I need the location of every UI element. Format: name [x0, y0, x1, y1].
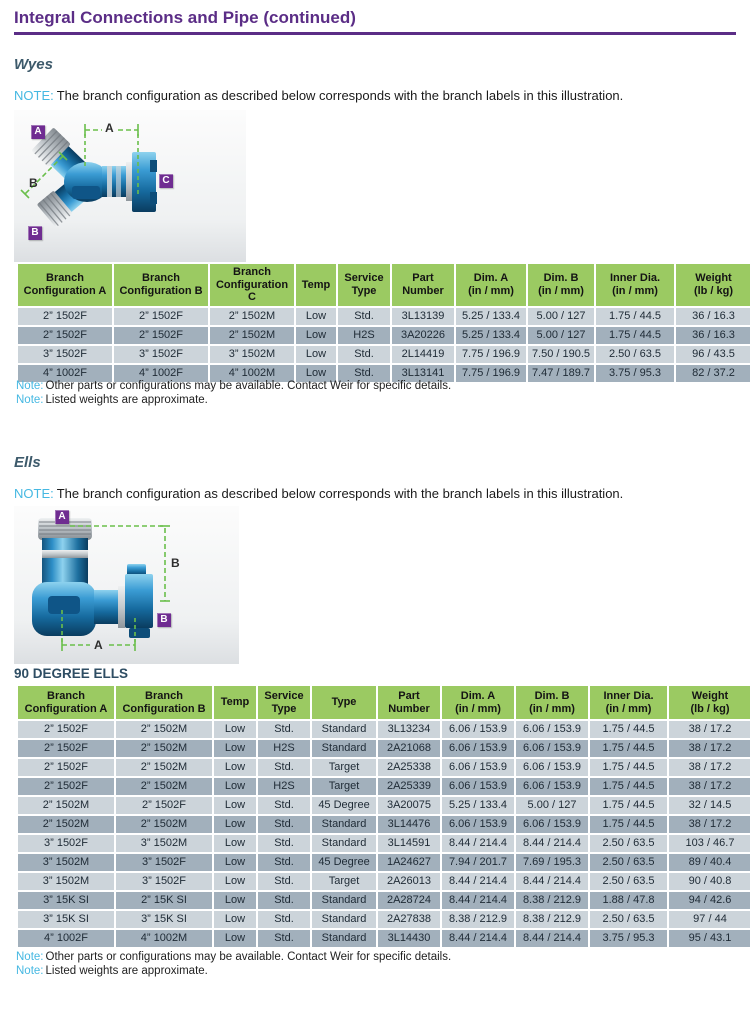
table-cell: 2” 1502M [116, 759, 212, 776]
table-row [18, 854, 750, 871]
table-cell: H2S [258, 778, 310, 795]
table-cell: Standard [312, 740, 376, 757]
table-cell: 82 / 37.2 [676, 365, 750, 382]
table-cell: 3” 15K SI [18, 892, 114, 909]
table-cell: 5.00 / 127 [528, 308, 594, 325]
table-cell: 3” 15K SI [18, 911, 114, 928]
table-cell: 1.75 / 44.5 [590, 759, 667, 776]
table-cell: Low [214, 778, 256, 795]
table-cell: 90 / 40.8 [669, 873, 750, 890]
table-cell: 4” 1002M [210, 365, 294, 382]
ells-note [14, 486, 623, 501]
table-cell: 1A24627 [378, 854, 440, 871]
table-cell: 7.47 / 189.7 [528, 365, 594, 382]
note-text: The branch configuration as described below corresponds with the branch labels in this illustration. [56, 486, 624, 501]
table-cell: Std. [258, 892, 310, 909]
table-cell: 3” 1502F [116, 854, 212, 871]
footnote-label: Note: [16, 394, 44, 406]
table-cell: 8.44 / 214.4 [516, 835, 588, 852]
column-header: Dim. B (in / mm) [516, 686, 588, 719]
table-row [18, 308, 750, 325]
table-cell: 2” 1502F [116, 797, 212, 814]
table-cell: 95 / 43.1 [669, 930, 750, 947]
table-cell: Target [312, 873, 376, 890]
column-header: Branch Configuration A [18, 264, 112, 306]
ells-illustration [14, 506, 239, 664]
table-cell: Low [214, 873, 256, 890]
table-cell: 45 Degree [312, 854, 376, 871]
table-cell: H2S [338, 327, 390, 344]
table-cell: 6.06 / 153.9 [516, 740, 588, 757]
table-row [18, 892, 750, 909]
table-cell: 3.75 / 95.3 [590, 930, 667, 947]
table-row [18, 873, 750, 890]
table-cell: Low [296, 365, 336, 382]
table-cell: 8.44 / 214.4 [442, 892, 514, 909]
table-cell: 8.44 / 214.4 [516, 873, 588, 890]
table-cell: 2” 1502M [18, 816, 114, 833]
table-cell: Low [214, 892, 256, 909]
ells-subheading: 90 DEGREE ELLS [14, 666, 129, 681]
column-header: Branch Configuration B [116, 686, 212, 719]
table-cell: Standard [312, 930, 376, 947]
table-row [18, 911, 750, 928]
table-cell: 96 / 43.5 [676, 346, 750, 363]
column-header: Temp [296, 264, 336, 306]
table-cell: 3A20075 [378, 797, 440, 814]
table-cell: 2.50 / 63.5 [590, 911, 667, 928]
dim-label-a: A [105, 121, 114, 135]
table-cell: Low [214, 930, 256, 947]
column-header: Dim. A (in / mm) [442, 686, 514, 719]
table-cell: 2A25338 [378, 759, 440, 776]
wyes-note [14, 88, 623, 103]
column-header: Service Type [338, 264, 390, 306]
table-cell: 8.44 / 214.4 [516, 930, 588, 947]
table-cell: 3A20226 [392, 327, 454, 344]
table-cell: 7.75 / 196.9 [456, 365, 526, 382]
table-row [18, 835, 750, 852]
wyes-heading: Wyes [14, 56, 53, 73]
table-cell: Target [312, 778, 376, 795]
footnote-label: Note: [16, 951, 44, 963]
table-cell: 7.75 / 196.9 [456, 346, 526, 363]
table-cell: 4” 1002F [18, 365, 112, 382]
table-cell: Low [214, 911, 256, 928]
table-cell: 38 / 17.2 [669, 721, 750, 738]
table-cell: 3” 15K SI [116, 911, 212, 928]
table-cell: 2” 1502M [18, 797, 114, 814]
column-header: Inner Dia. (in / mm) [590, 686, 667, 719]
branch-label-a: A [55, 510, 69, 524]
table-cell: 45 Degree [312, 797, 376, 814]
ell-fitting-drawing [14, 506, 239, 664]
footnote-text: Listed weights are approximate. [45, 965, 208, 977]
table-cell: 2” 1502M [210, 308, 294, 325]
table-cell: Low [214, 854, 256, 871]
table-cell: 2A25339 [378, 778, 440, 795]
table-cell: 2” 1502F [18, 327, 112, 344]
footnote-text: Listed weights are approximate. [45, 394, 208, 406]
dim-label-a: A [94, 638, 103, 652]
table-cell: 2” 1502F [114, 327, 208, 344]
table-cell: 6.06 / 153.9 [442, 740, 514, 757]
table-cell: Std. [338, 308, 390, 325]
header-row [18, 264, 750, 306]
table-cell: 2A28724 [378, 892, 440, 909]
table-cell: Std. [258, 873, 310, 890]
dim-label-b: B [29, 176, 38, 190]
table-cell: 2.50 / 63.5 [596, 346, 674, 363]
table-cell: 2” 1502M [116, 816, 212, 833]
table-cell: Low [296, 327, 336, 344]
table-cell: 2L14419 [392, 346, 454, 363]
table-cell: Low [214, 721, 256, 738]
table-cell: 6.06 / 153.9 [516, 816, 588, 833]
ells-heading: Ells [14, 454, 41, 471]
column-header: Branch Configuration B [114, 264, 208, 306]
table-cell: 3L13141 [392, 365, 454, 382]
note-label: NOTE: [14, 88, 54, 103]
wyes-table [16, 262, 750, 384]
table-row [18, 797, 750, 814]
branch-label-b: B [28, 226, 42, 240]
table-cell: 2.50 / 63.5 [590, 873, 667, 890]
column-header: Dim. A (in / mm) [456, 264, 526, 306]
table-cell: Low [296, 308, 336, 325]
table-cell: Standard [312, 835, 376, 852]
table-cell: 3L14476 [378, 816, 440, 833]
table-row [18, 346, 750, 363]
table-cell: 2” 1502F [114, 308, 208, 325]
table-cell: 3” 1502M [116, 835, 212, 852]
table-cell: Standard [312, 911, 376, 928]
table-cell: Std. [258, 835, 310, 852]
table-row [18, 816, 750, 833]
table-cell: 3” 1502F [116, 873, 212, 890]
table-cell: 2” 1502F [18, 759, 114, 776]
table-cell: 1.75 / 44.5 [596, 327, 674, 344]
table-cell: 1.75 / 44.5 [590, 816, 667, 833]
footnote [16, 950, 451, 964]
table-cell: 2” 1502F [18, 778, 114, 795]
table-cell: Std. [258, 854, 310, 871]
table-cell: Std. [258, 816, 310, 833]
table-cell: 2” 1502M [116, 721, 212, 738]
table-cell: 36 / 16.3 [676, 308, 750, 325]
table-cell: 2” 1502F [18, 308, 112, 325]
header-row [18, 686, 750, 719]
column-header: Part Number [392, 264, 454, 306]
table-cell: 38 / 17.2 [669, 816, 750, 833]
table-row [18, 778, 750, 795]
branch-label-c: C [159, 174, 173, 188]
table-cell: 38 / 17.2 [669, 759, 750, 776]
table-cell: Low [214, 759, 256, 776]
table-cell: 8.44 / 214.4 [442, 873, 514, 890]
footnote [16, 379, 451, 393]
ells-table [16, 684, 750, 949]
table-cell: 2” 1502M [210, 327, 294, 344]
table-cell: Std. [338, 365, 390, 382]
table-cell: Std. [258, 721, 310, 738]
note-text: The branch configuration as described below corresponds with the branch labels in this illustration. [56, 88, 624, 103]
page-title: Integral Connections and Pipe (continued) [14, 8, 356, 27]
table-cell: Low [214, 835, 256, 852]
table-cell: 7.50 / 190.5 [528, 346, 594, 363]
table-cell: 3L14430 [378, 930, 440, 947]
table-cell: Low [214, 740, 256, 757]
table-cell: 1.75 / 44.5 [596, 308, 674, 325]
table-cell: 2A27838 [378, 911, 440, 928]
table-cell: 2” 1502M [116, 778, 212, 795]
table-cell: 2.50 / 63.5 [590, 854, 667, 871]
table-row [18, 930, 750, 947]
table-cell: 6.06 / 153.9 [442, 778, 514, 795]
column-header: Branch Configuration C [210, 264, 294, 306]
table-cell: 6.06 / 153.9 [516, 778, 588, 795]
table-cell: 1.75 / 44.5 [590, 740, 667, 757]
branch-label-b: B [157, 613, 171, 627]
table-cell: 3” 1502M [18, 854, 114, 871]
wye-fitting-drawing [14, 110, 246, 262]
table-row [18, 759, 750, 776]
column-header: Type [312, 686, 376, 719]
table-cell: Standard [312, 892, 376, 909]
column-header: Inner Dia. (in / mm) [596, 264, 674, 306]
table-row [18, 327, 750, 344]
table-cell: Standard [312, 721, 376, 738]
table-cell: 5.00 / 127 [516, 797, 588, 814]
table-cell: Std. [258, 911, 310, 928]
wyes-illustration [14, 110, 246, 262]
table-cell: 3” 1502M [210, 346, 294, 363]
table-cell: 6.06 / 153.9 [442, 816, 514, 833]
table-cell: 1.75 / 44.5 [590, 778, 667, 795]
table-cell: 2” 1502M [116, 740, 212, 757]
table-cell: 2” 15K SI [116, 892, 212, 909]
table-cell: 8.38 / 212.9 [516, 911, 588, 928]
table-cell: 3L13139 [392, 308, 454, 325]
table-cell: 38 / 17.2 [669, 778, 750, 795]
column-header: Temp [214, 686, 256, 719]
footnote-text: Other parts or configurations may be available. Contact Weir for specific details. [45, 951, 452, 963]
table-cell: 8.38 / 212.9 [516, 892, 588, 909]
table-cell: 6.06 / 153.9 [442, 721, 514, 738]
table-cell: 4” 1002F [18, 930, 114, 947]
column-header: Service Type [258, 686, 310, 719]
table-cell: 6.06 / 153.9 [516, 721, 588, 738]
table-cell: 6.06 / 153.9 [442, 759, 514, 776]
table-cell: 4” 1002F [114, 365, 208, 382]
footnote-label: Note: [16, 965, 44, 977]
table-cell: 3” 1502F [114, 346, 208, 363]
table-cell: 94 / 42.6 [669, 892, 750, 909]
dim-label-b: B [171, 556, 180, 570]
table-cell: H2S [258, 740, 310, 757]
table-row [18, 740, 750, 757]
column-header: Dim. B (in / mm) [528, 264, 594, 306]
table-cell: 2” 1502F [18, 740, 114, 757]
ells-footnotes [16, 950, 451, 978]
branch-label-a: A [31, 125, 45, 139]
table-cell: 7.69 / 195.3 [516, 854, 588, 871]
table-cell: 5.00 / 127 [528, 327, 594, 344]
table-cell: Low [296, 346, 336, 363]
table-cell: Low [214, 816, 256, 833]
table-cell: 8.44 / 214.4 [442, 930, 514, 947]
table-cell: 6.06 / 153.9 [516, 759, 588, 776]
wyes-footnotes [16, 379, 451, 407]
table-cell: 2A26013 [378, 873, 440, 890]
table-cell: Standard [312, 816, 376, 833]
table-cell: Std. [258, 797, 310, 814]
column-header: Branch Configuration A [18, 686, 114, 719]
table-cell: 1.88 / 47.8 [590, 892, 667, 909]
table-cell: 2A21068 [378, 740, 440, 757]
column-header: Weight (lb / kg) [676, 264, 750, 306]
column-header: Weight (lb / kg) [669, 686, 750, 719]
table-cell: 4” 1002M [116, 930, 212, 947]
table-cell: 2” 1502F [18, 721, 114, 738]
table-row [18, 721, 750, 738]
table-cell: 3” 1502M [18, 873, 114, 890]
table-cell: Std. [338, 346, 390, 363]
table-cell: 38 / 17.2 [669, 740, 750, 757]
table-cell: 32 / 14.5 [669, 797, 750, 814]
note-label: NOTE: [14, 486, 54, 501]
table-cell: Target [312, 759, 376, 776]
table-cell: 3L13234 [378, 721, 440, 738]
table-cell: 3L14591 [378, 835, 440, 852]
table-cell: 1.75 / 44.5 [590, 721, 667, 738]
footnote-text: Other parts or configurations may be available. Contact Weir for specific details. [45, 380, 452, 392]
table-cell: 3” 1502F [18, 346, 112, 363]
table-cell: Std. [258, 759, 310, 776]
table-cell: 8.44 / 214.4 [442, 835, 514, 852]
table-cell: Low [214, 797, 256, 814]
table-cell: 1.75 / 44.5 [590, 797, 667, 814]
footnote [16, 964, 451, 978]
table-cell: 3” 1502F [18, 835, 114, 852]
table-cell: 36 / 16.3 [676, 327, 750, 344]
table-cell: 5.25 / 133.4 [442, 797, 514, 814]
table-cell: 3.75 / 95.3 [596, 365, 674, 382]
footnote-label: Note: [16, 380, 44, 392]
column-header: Part Number [378, 686, 440, 719]
table-cell: 103 / 46.7 [669, 835, 750, 852]
table-cell: 5.25 / 133.4 [456, 308, 526, 325]
footnote [16, 393, 451, 407]
table-cell: 8.38 / 212.9 [442, 911, 514, 928]
table-cell: 5.25 / 133.4 [456, 327, 526, 344]
table-cell: 89 / 40.4 [669, 854, 750, 871]
title-rule [14, 32, 736, 35]
table-cell: 2.50 / 63.5 [590, 835, 667, 852]
table-cell: 7.94 / 201.7 [442, 854, 514, 871]
table-cell: 97 / 44 [669, 911, 750, 928]
table-cell: Std. [258, 930, 310, 947]
